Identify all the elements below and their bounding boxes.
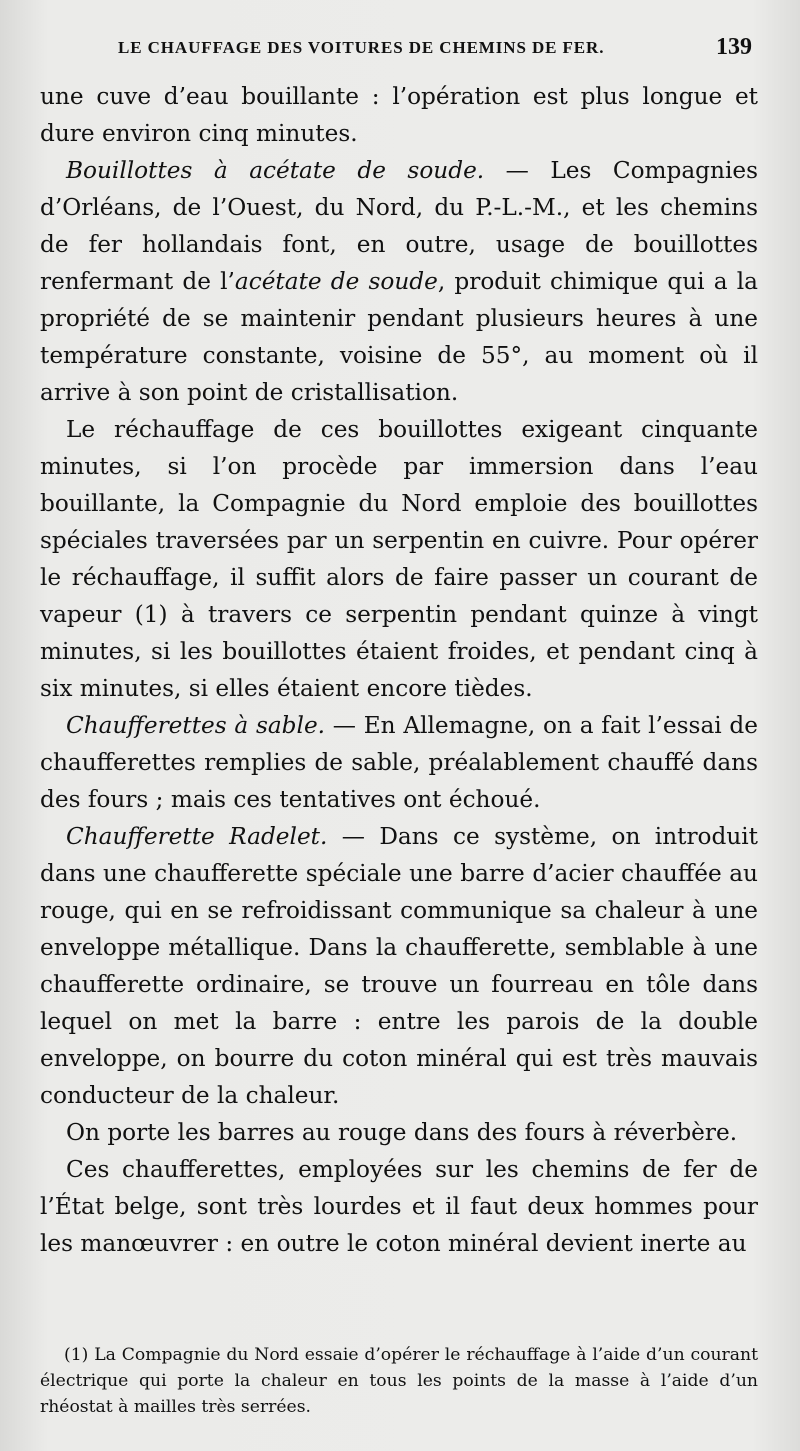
footnote: (1) La Compagnie du Nord essaie d’opérer le réchauffage à l’aide d’un courant électrique qui porte la chaleur en tous les points de la masse à l’aide d’un rhéostat à mailles très serrées. — [40, 1345, 758, 1417]
text-span: Ces chaufferettes, employées sur les chemins de fer de l’État belge, sont très lourdes et il faut deux hommes pour les manœuvrer : en outre le coton minéral devient inerte au — [40, 1156, 758, 1257]
text-span: , produit chimique qui a la propriété de se maintenir pendant plusieurs heures à une température constante, voisine de 55°, au moment où il arrive à son point de cristallisation. — [40, 268, 758, 406]
paragraph-chaufferettes-sable — [40, 707, 758, 818]
paragraph-rechauffage — [40, 411, 758, 707]
footnotes — [40, 1342, 758, 1420]
running-title: LE CHAUFFAGE DES VOITURES DE CHEMINS DE FER. — [118, 38, 605, 57]
text-span: — Les Compagnies d’Orléans, de l’Ouest, du Nord, du P.-L.-M., et les chemins de fer hollandais font, en outre, usage de bouillottes renfermant de l’ — [40, 157, 758, 295]
section-heading: Chaufferettes à sable. — [66, 712, 326, 739]
text-span: Le réchauffage de ces bouillottes exigeant cinquante minutes, si l’on procède par immersion dans l’eau bouillante, la Compagnie du Nord emploie des bouillottes spéciales traversées par un serpentin en cuivre. Pour opérer le réchauffage, il suffit alors de faire passer un courant de vapeur (1) à travers ce serpentin pendant quinze à vingt minutes, si les bouillottes étaient froides, et pendant cinq à six minutes, si elles étaient encore tièdes. — [40, 416, 758, 702]
paragraph-barres-rouge — [40, 1114, 758, 1151]
page-number: 139 — [716, 34, 752, 60]
text-span: — En Allemagne, on a fait l’essai de chaufferettes remplies de sable, préalablement chauffé dans des fours ; mais ces tentatives ont échoué. — [40, 712, 758, 813]
paragraph-chaufferette-radelet — [40, 818, 758, 1114]
text-span: — Dans ce système, on introduit dans une chaufferette spéciale une barre d’acier chauffée au rouge, qui en se refroidissant communique sa chaleur à une enveloppe métallique. Dans la chaufferette, semblable à une chaufferette ordinaire, se trouve un fourreau en tôle dans lequel on met la barre : entre les parois de la double enveloppe, on bourre du coton minéral qui est très mauvais conducteur de la chaleur. — [40, 823, 758, 1109]
paragraph-etat-belge — [40, 1151, 758, 1262]
emphasis: acétate de soude — [234, 268, 438, 295]
body-text — [40, 78, 758, 1262]
paragraph-bouillottes-acetate — [40, 152, 758, 411]
text-span: une cuve d’eau bouillante : l’opération est plus longue et dure environ cinq minutes. — [40, 83, 758, 147]
section-heading: Chaufferette Radelet. — [66, 823, 328, 850]
text-span: On porte les barres au rouge dans des fours à réverbère. — [66, 1119, 738, 1146]
page-header — [118, 34, 758, 68]
paragraph-continuation — [40, 78, 758, 152]
section-heading: Bouillottes à acétate de soude. — [66, 157, 485, 184]
